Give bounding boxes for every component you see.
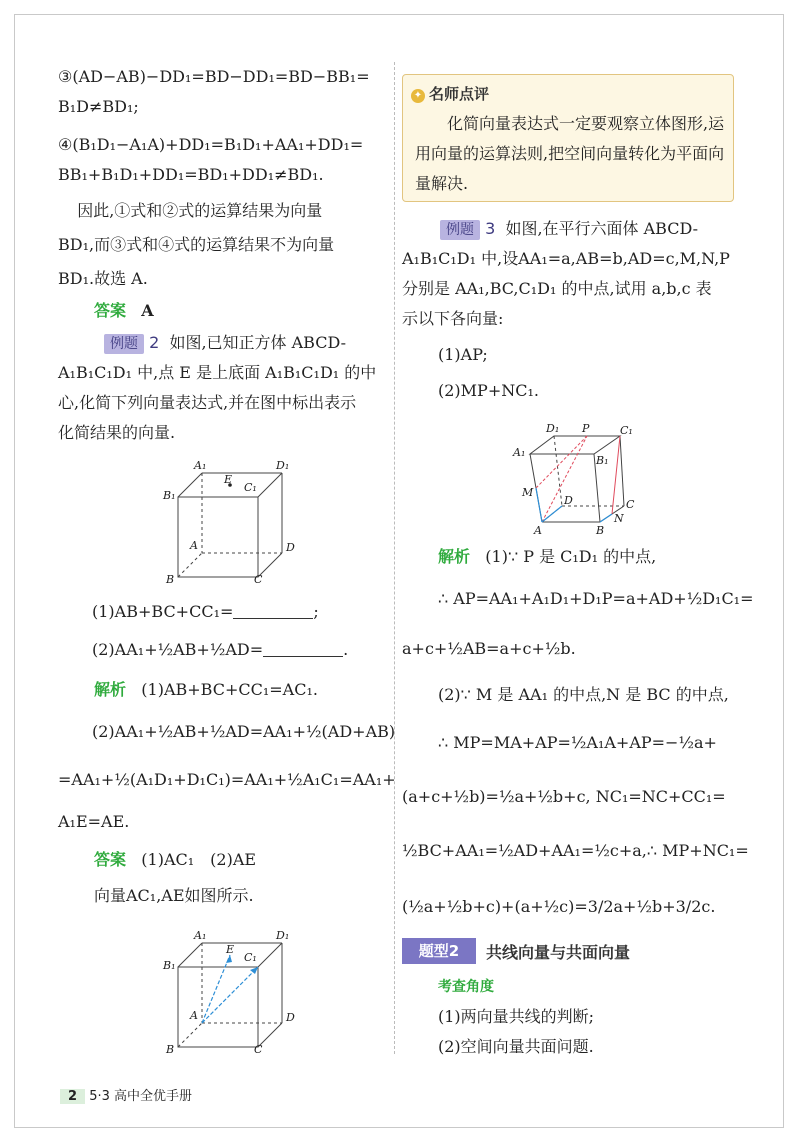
text-line: ④(B₁D₁−A₁A)+DD₁=B₁D₁+AA₁+DD₁=	[58, 135, 364, 154]
right-column-section	[402, 972, 732, 1062]
cube-label: C₁	[244, 951, 257, 964]
solution-label: 解析	[94, 680, 127, 699]
answer-blank	[233, 604, 313, 619]
column-divider	[394, 62, 395, 1054]
text-line: ∴ MP=MA+AP=½A₁A+AP=−½a+	[438, 733, 717, 752]
teacher-comment-title	[411, 83, 489, 104]
cube-label: B₁	[163, 959, 176, 972]
figure-label: M	[522, 486, 534, 499]
cube-label: C	[254, 1043, 263, 1055]
text-line: BD₁.故选 A.	[58, 269, 148, 288]
cube-label: E	[224, 473, 233, 486]
cube-figure-2	[160, 925, 310, 1055]
answer-value: A	[141, 301, 154, 320]
text-line: (2)AA₁+½AB+½AD=AA₁+½(AD+AB)	[92, 722, 396, 741]
figure-label: N	[614, 512, 624, 525]
text-line: A₁E=AE.	[58, 812, 130, 831]
figure-label: D	[564, 494, 573, 507]
cube-label: D	[286, 1011, 295, 1024]
solution-line	[58, 675, 388, 705]
cube-label: D₁	[276, 929, 290, 942]
question-1: (1)AP;	[438, 345, 488, 364]
solution-text: (1)∵ P 是 C₁D₁ 的中点,	[485, 547, 657, 566]
cube-label: E	[226, 943, 235, 956]
cube-label: A₁	[194, 929, 207, 942]
text-line: 因此,①式和②式的运算结果为向量	[77, 201, 323, 220]
question-type-tag: 题型2	[402, 938, 476, 964]
text-line: BD₁,而③式和④式的运算结果不为向量	[58, 235, 335, 254]
section-item: (1)两向量共线的判断;	[438, 1007, 595, 1026]
solution-line	[402, 542, 732, 572]
page-footer	[60, 1085, 192, 1105]
text-line: ½BC+AA₁=½AD+AA₁=½c+a,∴ MP+NC₁=	[402, 841, 749, 860]
example-3-header	[402, 214, 732, 244]
text-line: BB₁+B₁D₁+DD₁=BD₁+DD₁≠BD₁.	[58, 165, 324, 184]
example-2-header	[58, 328, 388, 358]
section-sub-label: 考查角度	[438, 979, 494, 995]
cube-label: A₁	[194, 459, 207, 472]
text-line: 分别是 AA₁,BC,C₁D₁ 的中点,试用 a,b,c 表	[402, 279, 712, 298]
text-line: 向量AC₁,AE如图所示.	[94, 886, 254, 905]
answer-label: 答案	[94, 301, 127, 320]
text-line: 化简结果的向量.	[58, 423, 176, 442]
answer-2	[58, 845, 388, 875]
text-line: ③(AD−AB)−DD₁=BD−DD₁=BD−BB₁=	[58, 67, 370, 86]
figure-label: D₁	[546, 422, 560, 435]
text-line: 心,化简下列向量表达式,并在图中标出表示	[58, 393, 357, 412]
cube-label: B	[166, 573, 175, 585]
text-line: (2)∵ M 是 AA₁ 的中点,N 是 BC 的中点,	[438, 685, 729, 704]
left-column	[58, 62, 388, 448]
text-line: A₁B₁C₁D₁ 中,点 E 是上底面 A₁B₁C₁D₁ 的中	[58, 363, 377, 382]
question-type-title: 共线向量与共面向量	[486, 943, 631, 962]
answer-value: (1)AC₁ (2)AE	[141, 850, 257, 869]
teacher-comment-box	[402, 74, 734, 202]
question-2: (2)MP+NC₁.	[438, 381, 539, 400]
text-line: =AA₁+½(A₁D₁+D₁C₁)=AA₁+½A₁C₁=AA₁+	[58, 770, 396, 789]
figure-label: A	[534, 524, 542, 537]
example-number: 2	[149, 333, 160, 352]
answer-label: 答案	[94, 850, 127, 869]
right-column	[402, 214, 732, 406]
figure-label: B₁	[596, 454, 609, 467]
cube-label: B	[166, 1043, 175, 1055]
figure-label: B	[596, 524, 605, 537]
figure-label: P	[582, 422, 590, 435]
question-type-header	[402, 938, 732, 964]
page-number: 2	[60, 1089, 85, 1104]
lightbulb-icon: ✦	[411, 89, 425, 103]
solution-label: 解析	[438, 547, 471, 566]
book-title: 5·3 高中全优手册	[89, 1089, 192, 1104]
cube-figure-1	[160, 455, 310, 585]
text-line: (a+c+½b)=½a+½b+c, NC₁=NC+CC₁=	[402, 787, 726, 806]
answer-1	[58, 296, 388, 326]
right-column-solution	[402, 542, 754, 922]
cube-label: A	[190, 1009, 198, 1022]
parallelepiped-figure	[510, 418, 640, 538]
text-line: a+c+½AB=a+c+½b.	[402, 639, 576, 658]
question-text: (1)AB+BC+CC₁=	[92, 602, 234, 621]
example-tag: 例题	[104, 334, 144, 354]
tip-title-text: 名师点评	[429, 85, 490, 103]
cube-label: D	[286, 541, 295, 554]
text-line: B₁D≠BD₁;	[58, 97, 139, 116]
example-tag: 例题	[440, 220, 480, 240]
figure-label: C	[626, 498, 635, 511]
question-text: (2)AA₁+½AB+½AD=	[92, 640, 264, 659]
text-line: 示以下各向量:	[402, 309, 504, 328]
section-item: (2)空间向量共面问题.	[438, 1037, 594, 1056]
cube-label: C	[254, 573, 263, 585]
teacher-comment-text: 化简向量表达式一定要观察立体图形,运用向量的运算法则,把空间向量转化为平面向量解决.	[415, 114, 725, 193]
example-number: 3	[485, 219, 496, 238]
text-line: A₁B₁C₁D₁ 中,设AA₁=a,AB=b,AD=c,M,N,P	[402, 249, 730, 268]
solution-text: (1)AB+BC+CC₁=AC₁.	[141, 680, 318, 699]
example-text: 如图,在平行六面体 ABCD-	[505, 219, 699, 238]
left-column-lower	[58, 597, 396, 911]
answer-blank	[263, 642, 343, 657]
cube-label: C₁	[244, 481, 257, 494]
cube-label: A	[190, 539, 198, 552]
question-1: (1)AB+BC+CC₁= ;	[92, 602, 319, 621]
example-text: 如图,已知正方体 ABCD-	[169, 333, 347, 352]
figure-label: C₁	[620, 424, 633, 437]
figure-label: A₁	[513, 446, 526, 459]
cube-label: B₁	[163, 489, 176, 502]
cube-label: D₁	[276, 459, 290, 472]
text-line: (½a+½b+c)+(a+½c)=3/2a+½b+3/2c.	[402, 897, 716, 916]
question-2: (2)AA₁+½AB+½AD= .	[92, 640, 349, 659]
text-line: ∴ AP=AA₁+A₁D₁+D₁P=a+AD+½D₁C₁=	[438, 589, 754, 608]
